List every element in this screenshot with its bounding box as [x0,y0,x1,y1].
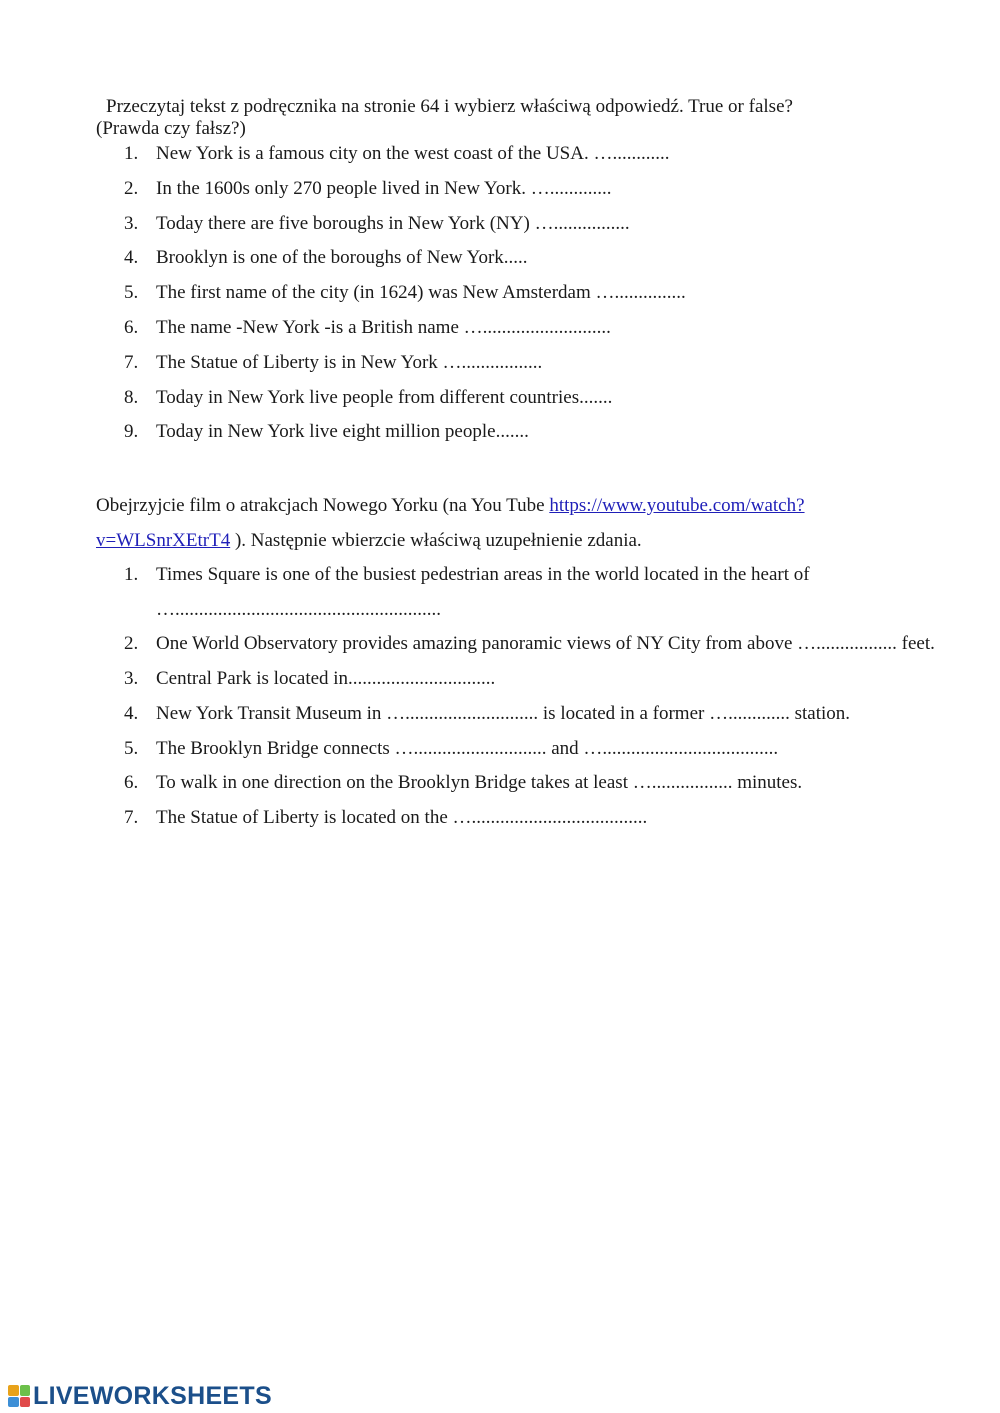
liveworksheets-logo[interactable] [8,1381,272,1411]
list-item [96,697,956,732]
item-text: Times Square is one of the busiest pedestrian areas in the world located in the heart of …........................................................ [156,564,810,620]
item-number: 7. [124,351,139,373]
item-text: One World Observatory provides amazing panoramic views of NY City from above …................. feet. [156,633,935,655]
section1-intro-line2: (Prawda czy fałsz?) [96,118,246,139]
section2-instructions [96,489,876,558]
item-number: 5. [124,737,139,759]
list-item [96,386,686,421]
item-number: 2. [124,177,139,199]
list-item [96,801,956,836]
list-item [96,662,956,697]
item-number: 6. [124,316,139,338]
item-text: To walk in one direction on the Brooklyn Bridge takes at least …................. minutes. [156,772,803,794]
logo-mark-icon [8,1385,30,1407]
item-number: 8. [124,386,139,408]
logo-square-icon [8,1385,19,1396]
item-number: 4. [124,247,139,269]
item-text: The Brooklyn Bridge connects …............................ and …..................................... [156,737,779,759]
list-item [96,558,956,627]
list-item [96,420,686,455]
item-text: Brooklyn is one of the boroughs of New York..... [156,247,528,269]
list-item [96,766,956,801]
item-number: 5. [124,282,139,304]
item-text: The Statue of Liberty is in New York …................. [156,351,543,373]
item-text: Today there are five boroughs in New York (NY) …................ [156,212,630,234]
list-item [96,627,956,662]
section2-intro-before: Obejrzyjcie film o atrakcjach Nowego Yorku (na You Tube [96,495,550,516]
item-number: 3. [124,212,139,234]
item-text: New York Transit Museum in …............................ is located in a former …............. station. [156,702,851,724]
item-text: Today in New York live eight million people....... [156,421,529,443]
logo-text: LIVEWORKSHEETS [33,1381,272,1410]
list-item [96,212,686,247]
logo-square-icon [20,1385,31,1396]
item-text: In the 1600s only 270 people lived in New York. …............. [156,177,612,199]
item-number: 1. [124,143,139,164]
item-text: The Statue of Liberty is located on the …..................................... [156,806,648,828]
logo-square-icon [20,1397,31,1408]
item-number: 9. [124,421,139,443]
true-false-list [96,142,686,455]
list-item [96,351,686,386]
item-text: The name -New York -is a British name …........................... [156,316,611,338]
item-number: 4. [124,702,139,724]
item-number: 7. [124,806,139,828]
fill-in-list [96,558,956,836]
list-item [96,246,686,281]
item-number: 3. [124,668,139,690]
item-text: Central Park is located in............................... [156,668,496,690]
item-number: 6. [124,772,139,794]
item-text: Today in New York live people from different countries....... [156,386,613,408]
section2-intro-after: ). Następnie wbierzcie właściwą uzupełnienie zdania. [230,529,642,551]
list-item [96,142,686,177]
item-number: 1. [124,564,139,585]
section1-instructions [96,96,876,140]
item-number: 2. [124,633,139,655]
list-item [96,316,686,351]
youtube-link[interactable]: https://www.youtube.com/watch?v=WLSnrXEtrT4 [96,495,805,551]
logo-square-icon [8,1397,19,1408]
item-text: The first name of the city (in 1624) was New Amsterdam …............... [156,282,686,304]
item-text: New York is a famous city on the west coast of the USA. …............ [156,143,670,164]
list-item [96,177,686,212]
section1-intro-line1: Przeczytaj tekst z podręcznika na stronie 64 i wybierz właściwą odpowiedź. True or false? [106,96,793,117]
list-item [96,281,686,316]
list-item [96,732,956,767]
